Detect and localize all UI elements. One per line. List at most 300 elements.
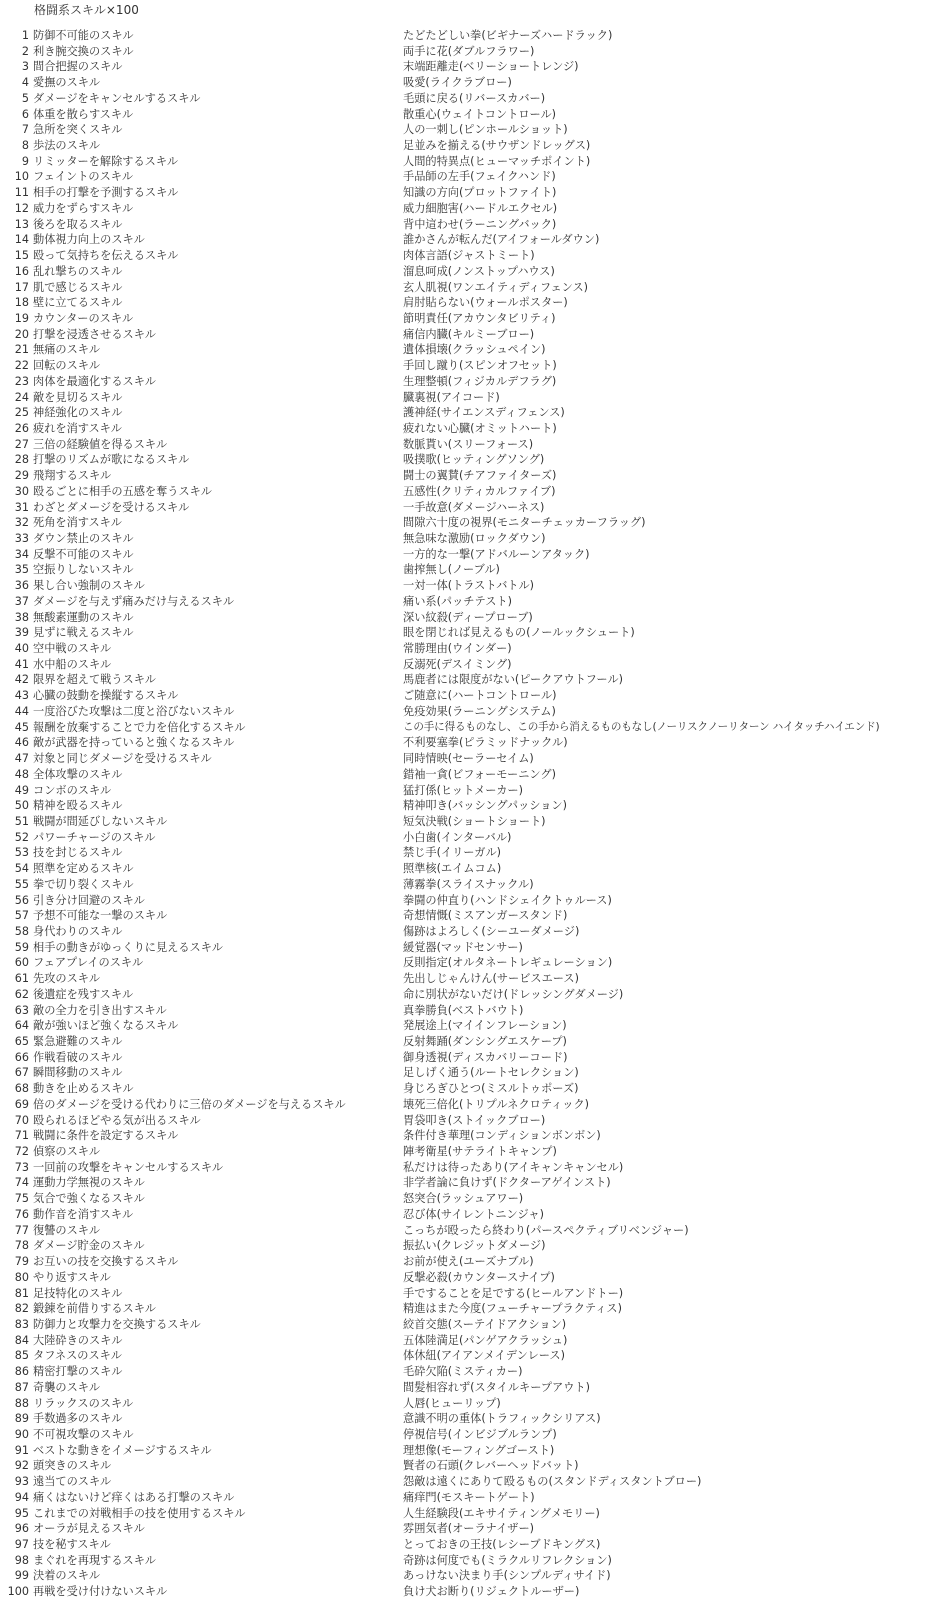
entry-number: 88	[14, 1396, 29, 1410]
list-item	[0, 1097, 941, 1113]
skill-name: 大陸砕きのスキル	[33, 1333, 123, 1347]
entry-number: 27	[14, 437, 29, 451]
skill-name: 後遺症を残すスキル	[33, 987, 134, 1001]
entry-number: 61	[14, 972, 29, 986]
entry-number: 79	[14, 1255, 29, 1269]
list-item	[0, 861, 941, 877]
entry-number: 96	[14, 1522, 29, 1536]
list-item	[0, 1333, 941, 1349]
skill-name: 不可視攻撃のスキル	[33, 1427, 134, 1441]
skill-name: 運動力学無視のスキル	[33, 1176, 145, 1190]
list-item	[0, 1506, 941, 1522]
skill-name: 技を秘すスキル	[33, 1538, 111, 1551]
technique-name: 常勝理由(ウインダー)	[403, 642, 512, 656]
technique-name: 身じろぎひとつ(ミスルトゥポーズ)	[403, 1082, 579, 1096]
skill-name: 愛撫のスキル	[33, 76, 101, 90]
list-item	[0, 783, 941, 799]
list-item	[0, 1568, 941, 1584]
skill-name: パワーチャージのスキル	[33, 830, 156, 844]
skill-name: 報酬を放棄することで力を倍化するスキル	[33, 720, 246, 734]
technique-name: 猛打係(ヒットメーカー)	[403, 783, 523, 797]
entry-number: 15	[14, 249, 29, 263]
skill-name: 足技特化のスキル	[33, 1286, 123, 1300]
technique-name: とっておきの王技(レシーブドキングス)	[403, 1538, 601, 1551]
skill-name: ダメージを与えず痛みだけ与えるスキル	[33, 594, 235, 608]
technique-name: 反則指定(オルタネートレギュレーション)	[403, 956, 613, 970]
technique-name: 条件付き華理(コンディションボンボン)	[403, 1129, 601, 1143]
technique-name: 生理整頓(フィジカルデフラグ)	[403, 374, 557, 388]
technique-name: 怒突合(ラッシュアワー)	[403, 1192, 524, 1206]
list-item	[0, 1144, 941, 1160]
technique-name: 禁じ手(イリーガル)	[403, 846, 502, 860]
list-item	[0, 1364, 941, 1380]
list-item	[0, 908, 941, 924]
skill-name: 一度浴びた攻撃は二度と浴びないスキル	[33, 704, 235, 718]
skill-name: 飛翔するスキル	[33, 469, 112, 483]
entry-number: 32	[14, 516, 29, 530]
entry-number: 87	[14, 1380, 29, 1394]
list-item	[0, 641, 941, 657]
technique-name: 絞首交態(スーテイドアクション)	[403, 1317, 567, 1331]
technique-name: 怨敵は遠くにありて殴るもの(スタンドディスタントブロー)	[403, 1475, 702, 1489]
entry-number: 98	[14, 1553, 29, 1567]
entry-number: 28	[14, 453, 29, 467]
skill-name: 精密打撃のスキル	[33, 1365, 123, 1379]
list-item	[0, 1113, 941, 1129]
list-item	[0, 610, 941, 626]
list-item	[0, 1411, 941, 1427]
skill-name: 倍のダメージを受ける代わりに三倍のダメージを与えるスキル	[33, 1097, 346, 1111]
list-item	[0, 1286, 941, 1302]
technique-name: 毛砕欠陥(ミスティカー)	[403, 1365, 523, 1379]
technique-name: この手に得るものなし、この手から消えるものもなし(ノーリスクノーリターン ハイタッチハイエンド)	[403, 720, 880, 733]
technique-name: 散重心(ウェイトコントロール)	[403, 107, 557, 121]
skill-name: 回転のスキル	[33, 359, 101, 373]
entry-number: 73	[14, 1160, 29, 1174]
technique-name: 一手故意(ダメージハーネス)	[403, 500, 545, 514]
skill-name: フェアプレイのスキル	[33, 956, 144, 970]
skill-name: 拳で切り裂くスキル	[33, 877, 134, 891]
list-item	[0, 578, 941, 594]
entry-number: 74	[14, 1176, 29, 1190]
technique-name: 間隙六十度の視界(モニターチェッカーフラッグ)	[403, 516, 646, 530]
technique-name: 停視信号(インビジブルランプ)	[403, 1427, 557, 1441]
list-item	[0, 1380, 941, 1396]
skill-name: 壁に立てるスキル	[33, 296, 123, 310]
skill-name: まぐれを再現するスキル	[33, 1553, 156, 1567]
skill-name: 疲れを消すスキル	[33, 421, 122, 435]
technique-name: 命に別状がないだけ(ドレッシングダメージ)	[403, 987, 624, 1001]
list-item	[0, 672, 941, 688]
skill-name: 三倍の経験値を得るスキル	[33, 437, 168, 451]
technique-name: 誰かさんが転んだ(アイフォールダウン)	[403, 233, 600, 247]
list-item	[0, 232, 941, 248]
technique-name: 緩覚器(マッドセンサー)	[403, 940, 523, 954]
skill-name: 乱れ撃ちのスキル	[33, 264, 123, 278]
skill-name: 相手の打撃を予測するスキル	[33, 186, 179, 200]
entry-number: 30	[14, 484, 29, 498]
list-item	[0, 1081, 941, 1097]
technique-name: 傷跡はよろしく(シーユーダメージ)	[403, 924, 580, 938]
technique-name: 負け犬お断り(リジェクトルーザー)	[403, 1585, 580, 1599]
list-item	[0, 264, 941, 280]
technique-name: 反射舞踊(ダンシングエスケープ)	[403, 1035, 567, 1048]
skill-name: 殴って気持ちを伝えるスキル	[33, 249, 179, 263]
technique-name: 護神経(サイエンスディフェンス)	[403, 406, 565, 420]
list-item	[0, 531, 941, 547]
technique-name: 知識の方向(プロットファイト)	[403, 186, 557, 200]
list-item	[0, 1034, 941, 1050]
technique-name: 肩肘貼らない(ウォールポスター)	[403, 296, 568, 310]
entry-number: 47	[14, 752, 29, 766]
list-item	[0, 421, 941, 437]
page-title: 格闘系スキル×100	[34, 3, 139, 17]
technique-name: 吸愛(ライクラブロー)	[403, 76, 512, 90]
skill-name: 死角を消すスキル	[33, 516, 122, 530]
list-item	[0, 358, 941, 374]
skill-name: オーラが見えるスキル	[33, 1522, 145, 1536]
list-item	[0, 405, 941, 421]
list-item	[0, 1050, 941, 1066]
skill-name: 決着のスキル	[33, 1569, 101, 1583]
list-item	[0, 248, 941, 264]
technique-name: 足並みを揃える(サウザンドレッグス)	[403, 139, 591, 153]
skill-name: 敵が強いほど強くなるスキル	[33, 1019, 179, 1033]
skill-name: やり返すスキル	[33, 1270, 111, 1284]
list-item	[0, 893, 941, 909]
entry-number: 62	[14, 987, 29, 1001]
list-item	[0, 75, 941, 91]
entry-number: 90	[14, 1427, 29, 1441]
technique-name: 一対一体(トラストバトル)	[403, 579, 535, 593]
list-item	[0, 122, 941, 138]
skill-name: 再戦を受け付けないスキル	[33, 1585, 168, 1599]
entry-number: 35	[14, 563, 29, 577]
technique-name: 両手に花(ダブルフラワー)	[403, 44, 535, 58]
skill-name: 殴るごとに相手の五感を奪うスキル	[33, 484, 212, 498]
skill-name: 相手の動きがゆっくりに見えるスキル	[33, 940, 223, 954]
skill-name: 瞬間移動のスキル	[33, 1066, 123, 1080]
list-item	[0, 751, 941, 767]
entry-number: 6	[21, 107, 29, 121]
technique-name: 痛い系(パッチテスト)	[403, 594, 512, 608]
skill-name: フェイントのスキル	[33, 170, 134, 184]
entry-number: 12	[14, 201, 29, 215]
skill-name: 心臓の鼓動を操縦するスキル	[33, 689, 179, 703]
list-item	[0, 138, 941, 154]
list-item	[0, 1584, 941, 1600]
entry-number: 84	[14, 1333, 29, 1347]
list-item	[0, 1270, 941, 1286]
entry-number: 14	[14, 233, 29, 247]
skill-name: 間合把握のスキル	[33, 60, 123, 74]
skill-name: リラックスのスキル	[33, 1396, 134, 1410]
entry-number: 86	[14, 1365, 29, 1379]
skill-name: 戦闘が間延びしないスキル	[33, 814, 168, 828]
technique-name: 手品師の左手(フェイクハンド)	[403, 170, 556, 184]
list-item	[0, 374, 941, 390]
list-item	[0, 91, 941, 107]
entry-number: 67	[14, 1066, 29, 1080]
entry-number: 9	[21, 154, 29, 168]
list-item	[0, 201, 941, 217]
list-item	[0, 1207, 941, 1223]
entry-number: 53	[14, 846, 29, 860]
entry-number: 5	[21, 91, 29, 105]
technique-name: 節明責任(アカウンタビリティ)	[403, 311, 556, 325]
entry-number: 36	[14, 579, 29, 593]
entry-number: 50	[14, 799, 29, 813]
technique-name: 御身透視(ディスカバリーコード)	[403, 1050, 568, 1064]
skill-name: 気合で強くなるスキル	[33, 1192, 145, 1206]
skill-name: 動作音を消すスキル	[33, 1207, 134, 1221]
entry-number: 66	[14, 1050, 29, 1064]
entry-number: 65	[14, 1035, 29, 1048]
skill-name: 手数過多のスキル	[33, 1412, 123, 1426]
list-item	[0, 798, 941, 814]
technique-name: あっけない決まり手(シンプルディサイド)	[403, 1569, 611, 1583]
entry-number: 85	[14, 1349, 29, 1363]
list-item	[0, 547, 941, 563]
list-item	[0, 1065, 941, 1081]
skill-name: 全体攻撃のスキル	[33, 767, 123, 781]
entry-number: 21	[14, 343, 29, 357]
technique-name: 吸撲歌(ヒッティングソング)	[403, 453, 545, 467]
skill-name: 空中戦のスキル	[33, 642, 112, 656]
technique-name: 拳闘の仲直り(ハンドシェイクトゥルース)	[403, 893, 612, 907]
skill-name: 体重を散らすスキル	[33, 107, 134, 121]
list-item	[0, 327, 941, 343]
technique-name: 薄霧拳(スライスナックル)	[403, 877, 534, 891]
entry-number: 75	[14, 1192, 29, 1206]
list-item	[0, 971, 941, 987]
skill-name: ベストな動きをイメージするスキル	[33, 1443, 212, 1457]
list-item	[0, 877, 941, 893]
skill-name: 肉体を最適化するスキル	[33, 374, 156, 388]
list-item	[0, 28, 941, 44]
entry-number: 77	[14, 1223, 29, 1237]
technique-name: 免疫効果(ラーニングシステム)	[403, 704, 556, 718]
skill-name: 引き分け回避のスキル	[33, 893, 145, 907]
list-item	[0, 484, 941, 500]
list-item	[0, 217, 941, 233]
list-item	[0, 1175, 941, 1191]
entry-number: 54	[14, 862, 29, 876]
technique-name: 人唇(ヒューリップ)	[403, 1396, 501, 1410]
skill-name: 打撃を浸透させるスキル	[33, 327, 156, 341]
skill-name: リミッターを解除するスキル	[33, 154, 179, 168]
list-item	[0, 987, 941, 1003]
entry-number: 29	[14, 469, 29, 483]
technique-name: 馬鹿者には限度がない(ピークアウトフール)	[403, 673, 623, 687]
technique-name: 深い紋殺(ディープローブ)	[403, 610, 533, 624]
entry-number: 4	[21, 76, 29, 90]
technique-name: 発展途上(マイインフレーション)	[403, 1019, 567, 1033]
technique-name: 同時情映(セーラーセイム)	[403, 752, 534, 766]
entry-number: 16	[14, 264, 29, 278]
skill-name: 先攻のスキル	[33, 972, 101, 986]
skill-name: 歩法のスキル	[33, 139, 101, 153]
skill-name: 空振りしないスキル	[33, 563, 134, 577]
entry-number: 80	[14, 1270, 29, 1284]
entry-number: 93	[14, 1475, 29, 1489]
technique-name: 精進はまた今度(フューチャープラクティス)	[403, 1302, 622, 1316]
skill-name: 殴られるほどやる気が出るスキル	[33, 1113, 201, 1127]
technique-name: 真拳勝負(ベストバウト)	[403, 1003, 524, 1017]
entry-number: 91	[14, 1443, 29, 1457]
technique-name: 手ですることを足でする(ヒールアンドトー)	[403, 1286, 624, 1300]
skill-list	[0, 28, 941, 1600]
skill-name: 奇襲のスキル	[33, 1380, 101, 1394]
technique-name: 疲れない心臓(オミットハート)	[403, 421, 557, 435]
technique-name: 胃袋叩き(ストイックブロー)	[403, 1113, 546, 1127]
skill-name: 作戦看破のスキル	[33, 1050, 123, 1064]
skill-name: 鍛錬を前借りするスキル	[33, 1302, 156, 1316]
list-item	[0, 311, 941, 327]
technique-name: 体休紐(アイアンメイデンレース)	[403, 1349, 565, 1363]
list-item	[0, 1128, 941, 1144]
entry-number: 51	[14, 814, 29, 828]
technique-name: 奇想情慨(ミスアンガースタンド)	[403, 909, 568, 923]
skill-name: 無酸素運動のスキル	[33, 610, 134, 624]
list-item	[0, 1396, 941, 1412]
entry-number: 48	[14, 767, 29, 781]
entry-number: 55	[14, 877, 29, 891]
skill-name: 無痛のスキル	[33, 343, 101, 357]
technique-name: 痛信内臓(キルミーブロー)	[403, 327, 535, 341]
entry-number: 18	[14, 296, 29, 310]
technique-name: 雰囲気者(オーラナイザー)	[403, 1522, 535, 1536]
skill-name: 精神を殴るスキル	[33, 799, 123, 813]
technique-name: 人間的特異点(ヒューマッチポイント)	[403, 154, 591, 168]
entry-number: 46	[14, 736, 29, 750]
entry-number: 25	[14, 406, 29, 420]
skill-name: 一回前の攻撃をキャンセルするスキル	[33, 1160, 224, 1174]
list-item	[0, 1238, 941, 1254]
skill-name: 戦闘に条件を設定するスキル	[33, 1129, 179, 1143]
technique-name: 末端距離走(ベリーショートレンジ)	[403, 60, 579, 74]
entry-number: 100	[7, 1585, 29, 1599]
entry-number: 24	[14, 390, 29, 404]
list-item	[0, 1018, 941, 1034]
entry-number: 95	[14, 1506, 29, 1520]
entry-number: 56	[14, 893, 29, 907]
entry-number: 2	[21, 44, 29, 58]
technique-name: 痛痒門(モスキートゲート)	[403, 1490, 535, 1504]
list-item	[0, 59, 941, 75]
skill-name: カウンターのスキル	[33, 311, 134, 325]
list-item	[0, 185, 941, 201]
skill-name: 復讐のスキル	[33, 1223, 101, 1237]
list-item	[0, 562, 941, 578]
technique-name: たどたどしい拳(ビギナーズハードラック)	[403, 29, 613, 42]
skill-name: 防御不可能のスキル	[33, 29, 134, 42]
technique-name: 照準核(エイムコム)	[403, 862, 502, 876]
technique-name: 反撃必殺(カウンタースナイプ)	[403, 1270, 555, 1284]
technique-name: 威力細胞害(ハードルエクセル)	[403, 201, 558, 215]
entry-number: 72	[14, 1145, 29, 1159]
entry-number: 63	[14, 1003, 29, 1017]
list-item	[0, 1458, 941, 1474]
technique-name: 一方的な一撃(アドバルーンアタック)	[403, 547, 590, 561]
entry-number: 31	[14, 500, 29, 514]
list-item	[0, 735, 941, 751]
skill-name: 頭突きのスキル	[33, 1459, 112, 1473]
entry-number: 78	[14, 1239, 29, 1253]
entry-number: 43	[14, 689, 29, 703]
skill-name: 遠当てのスキル	[33, 1475, 112, 1489]
entry-number: 40	[14, 642, 29, 656]
skill-name: ダウン禁止のスキル	[33, 532, 134, 545]
skill-name: 急所を突くスキル	[33, 123, 123, 137]
technique-name: 人生経験段(エキサイティングメモリー)	[403, 1506, 600, 1520]
skill-name: 限界を超えて戦うスキル	[33, 673, 156, 687]
skill-name: 水中船のスキル	[33, 657, 112, 671]
entry-number: 7	[21, 123, 29, 137]
entry-number: 11	[14, 186, 29, 200]
entry-number: 89	[14, 1412, 29, 1426]
technique-name: 足しげく通う(ルートセレクション)	[403, 1066, 579, 1080]
technique-name: 臓裏視(アイコード)	[403, 390, 500, 404]
technique-name: 間髪相容れず(スタイルキープアウト)	[403, 1380, 590, 1394]
technique-name: 毛頭に戻る(リバースカバー)	[403, 91, 546, 105]
skill-name: 反撃不可能のスキル	[33, 547, 134, 561]
entry-number: 26	[14, 421, 29, 435]
list-item	[0, 924, 941, 940]
entry-number: 22	[14, 359, 29, 373]
technique-name: 無急味な激励(ロックダウン)	[403, 532, 546, 545]
skill-name: 威力をずらすスキル	[33, 201, 134, 215]
technique-name: 肉体言語(ジャストミート)	[403, 249, 535, 263]
skill-name: 後ろを取るスキル	[33, 217, 123, 231]
skill-name: 防御力と攻撃力を交換するスキル	[33, 1317, 201, 1331]
entry-number: 81	[14, 1286, 29, 1300]
list-item	[0, 955, 941, 971]
technique-name: 陣考衛星(サテライトキャンプ)	[403, 1145, 557, 1159]
entry-number: 83	[14, 1317, 29, 1331]
technique-name: 五体陸満足(パンゲアクラッシュ)	[403, 1333, 568, 1347]
skill-name: 敵が武器を持っていると強くなるスキル	[33, 736, 235, 750]
technique-name: こっちが殴ったら終わり(パースペクティブリベンジャー)	[403, 1223, 689, 1237]
technique-name: 奇跡は何度でも(ミラクルリフレクション)	[403, 1553, 612, 1567]
list-item	[0, 845, 941, 861]
technique-name: 眼を閉じれば見えるもの(ノールックシュート)	[403, 626, 635, 640]
entry-number: 49	[14, 783, 29, 797]
list-item	[0, 342, 941, 358]
list-item	[0, 452, 941, 468]
skill-name: 果し合い強制のスキル	[33, 579, 145, 593]
technique-name: 理想像(モーフィングゴースト)	[403, 1443, 555, 1457]
technique-name: 背中這わせ(ラーニングバック)	[403, 217, 557, 231]
list-item	[0, 814, 941, 830]
skill-name: 動きを止めるスキル	[33, 1082, 134, 1096]
entry-number: 33	[14, 532, 29, 545]
entry-number: 99	[14, 1569, 29, 1583]
technique-name: お前が使え(ユーズナブル)	[403, 1255, 534, 1269]
entry-number: 82	[14, 1302, 29, 1316]
technique-name: 非学者論に負けず(ドクターアゲインスト)	[403, 1176, 611, 1190]
skill-name: 肌で感じるスキル	[33, 280, 123, 294]
entry-number: 8	[21, 139, 29, 153]
entry-number: 23	[14, 374, 29, 388]
skill-name: 対象と同じダメージを受けるスキル	[33, 752, 212, 766]
entry-number: 68	[14, 1082, 29, 1096]
list-item	[0, 704, 941, 720]
list-item	[0, 657, 941, 673]
list-item	[0, 1490, 941, 1506]
entry-number: 41	[14, 657, 29, 671]
list-item	[0, 720, 941, 736]
